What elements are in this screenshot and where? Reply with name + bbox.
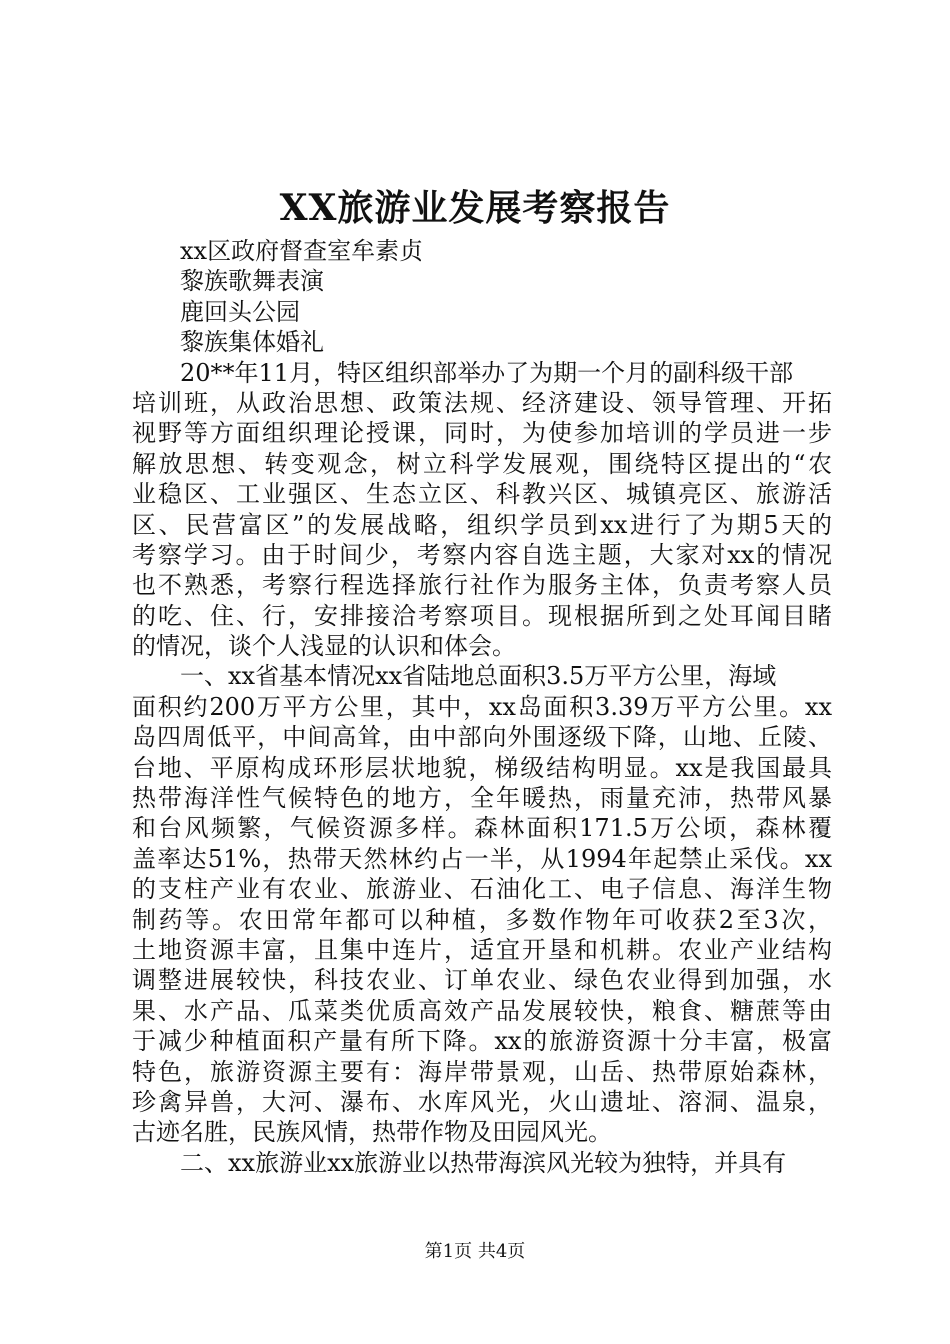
paragraph-line: 一、xx省基本情况xx省陆地总面积3.5万平方公里，海域: [180, 662, 777, 691]
paragraph-line: 古迹名胜，民族风情，热带作物及田园风光。: [132, 1118, 612, 1147]
intro-line: 鹿回头公园: [180, 297, 300, 326]
intro-block: [132, 236, 832, 358]
paragraph-line: 区、民营富区”的发展战略，组织学员到xx进行了为期5天的: [132, 510, 832, 539]
paragraph-line: 面积约200万平方公里，其中，xx岛面积3.39万平方公里。xx: [132, 692, 832, 721]
paragraph-line: 二、xx旅游业xx旅游业以热带海滨风光较为独特，并具有: [180, 1148, 787, 1177]
paragraph-line: 珍禽异兽，大河、瀑布、水库风光，火山遗址、溶洞、温泉，: [132, 1087, 832, 1116]
paragraph-line: 和台风频繁，气候资源多样。森林面积171.5万公顷，森林覆: [132, 814, 832, 843]
paragraph-line: 的吃、住、行，安排接洽考察项目。现根据所到之处耳闻目睹: [132, 601, 832, 630]
paragraph-line: 果、水产品、瓜菜类优质高效产品发展较快，粮食、糖蔗等由: [132, 996, 832, 1025]
paragraph-line: 的情况，谈个人浅显的认识和体会。: [132, 632, 516, 661]
paragraph-line: 热带海洋性气候特色的地方，全年暖热，雨量充沛，热带风暴: [132, 784, 832, 813]
paragraph-line: 台地、平原构成环形层状地貌，梯级结构明显。xx是我国最具: [132, 753, 832, 782]
paragraph-line: 解放思想、转变观念，树立科学发展观，围绕特区提出的“农: [132, 449, 832, 478]
document-body: [132, 236, 832, 1178]
paragraph-line: 培训班，从政治思想、政策法规、经济建设、领导管理、开拓: [132, 388, 832, 417]
paragraph-2: [132, 661, 832, 1147]
page-footer: 第1页 共4页: [424, 1241, 526, 1262]
intro-line: xx区政府督查室牟素贞: [180, 237, 424, 265]
paragraph-line: 考察学习。由于时间少，考察内容自选主题，大家对xx的情况: [132, 540, 832, 569]
intro-line: 黎族歌舞表演: [180, 267, 324, 296]
paragraph-line: 制药等。农田常年都可以种植，多数作物年可收获2至3次，: [132, 905, 832, 934]
intro-line: 黎族集体婚礼: [180, 328, 324, 357]
paragraph-line: 业稳区、工业强区、生态立区、科教兴区、城镇亮区、旅游活: [132, 480, 832, 509]
paragraph-line: 20**年11月，特区组织部举办了为期一个月的副科级干部: [180, 358, 794, 387]
paragraph-line: 也不熟悉，考察行程选择旅行社作为服务主体，负责考察人员: [132, 571, 832, 600]
paragraph-line: 的支柱产业有农业、旅游业、石油化工、电子信息、海洋生物: [132, 875, 832, 904]
paragraph-line: 调整进展较快，科技农业、订单农业、绿色农业得到加强，水: [132, 966, 832, 995]
paragraph-line: 岛四周低平，中间高耸，由中部向外围逐级下降，山地、丘陵、: [132, 723, 832, 752]
document-title: XX旅游业发展考察报告: [279, 187, 671, 229]
paragraph-line: 盖率达51%，热带天然林约占一半，从1994年起禁止采伐。xx: [132, 844, 832, 873]
paragraph-line: 特色，旅游资源主要有：海岸带景观，山岳、热带原始森林，: [132, 1057, 832, 1086]
paragraph-1: [132, 358, 832, 662]
paragraph-3: [132, 1148, 832, 1178]
paragraph-line: 于减少种植面积产量有所下降。xx的旅游资源十分丰富，极富: [132, 1027, 832, 1056]
paragraph-line: 土地资源丰富，且集中连片，适宜开垦和机耕。农业产业结构: [132, 935, 832, 964]
paragraph-line: 视野等方面组织理论授课，同时，为使参加培训的学员进一步: [132, 419, 832, 448]
